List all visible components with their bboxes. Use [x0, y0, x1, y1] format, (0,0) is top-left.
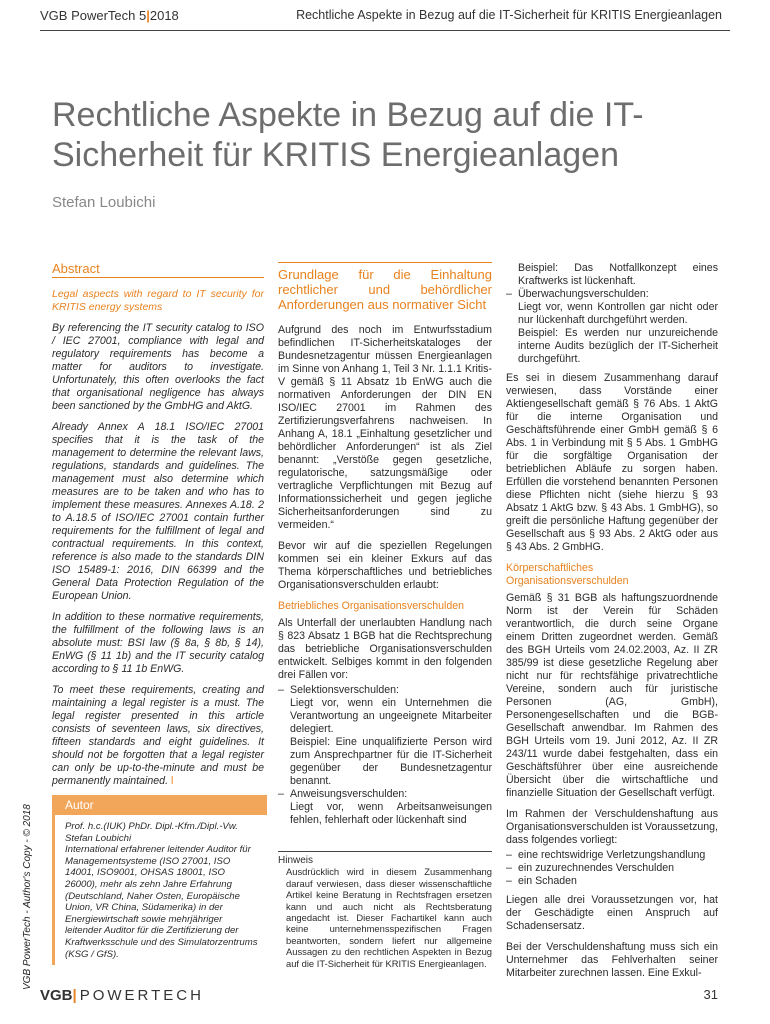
author-bio: International erfahrener leitender Auditor für Managementsysteme (ISO 27001, ISO 14001, ISO9001, OHSAS 18001, ISO 26000), mehr als zehn Jahre Erfahrung (Deutschland, Naher Osten, Europäische Union, VR China, Südamerika) in der Energiewirtschaft sowie mehrjähriger leitender Auditor für die Zertifizierung der Kraftwerksschule und des Simulatorzentrums (KSG / GfS).: [65, 844, 258, 960]
list-item-example: Beispiel: Das Notfallkonzept eines Kraftwerks ist lückenhaft.: [518, 262, 718, 287]
author-box-heading: Autor: [55, 795, 267, 815]
list-item-label: Anweisungsverschulden:: [290, 788, 408, 800]
journal-year: 2018: [149, 8, 179, 23]
section-heading: Grundlage für die Einhaltung rechtlicher und behördlicher Anforderungen aus normativer Sicht: [278, 262, 492, 312]
end-mark: l: [170, 775, 174, 787]
negligence-list: [278, 684, 492, 827]
list-item: – ein Schaden: [506, 875, 718, 888]
body-paragraph: Als Unterfall der unerlaubten Handlung nach § 823 Absatz 1 BGB hat die Rechtsprechung das betriebliche Organisationsverschulden entwickelt. Selbiges kommt in den folgenden drei Fällen vor:: [278, 617, 492, 681]
abstract-heading: Abstract: [52, 262, 264, 278]
abstract-subtitle: Legal aspects with regard to IT security for KRITIS energy systems: [52, 288, 264, 313]
subsection-heading: Betriebliches Organisationsverschulden: [278, 600, 465, 612]
list-item: – ein zuzurechnendes Verschulden: [506, 862, 718, 875]
body-paragraph: Bei der Verschuldenshaftung muss sich ein Unternehmer das Fehlverhalten seiner Mitarbeiter zurechnen lassen. Eine Exkul-: [506, 941, 718, 979]
author-box-body: [55, 815, 267, 966]
author-box: [52, 795, 267, 965]
publisher-logo: [40, 987, 204, 1004]
body-paragraph: Bevor wir auf die speziellen Regelungen kommen sei ein kleiner Exkurs auf das Thema körperschaftliches und betriebliches Organisationsverschulden erlaubt:: [278, 540, 492, 591]
list-item: [506, 288, 718, 366]
body-paragraph: Es sei in diesem Zusammenhang darauf verwiesen, dass Vorstände einer Aktiengesellschaft gemäß § 76 Abs. 1 AktG für die interne Organisation und Geschäftsführende einer GmbH gemäß § 6 Abs. 1 in Verbindung mit § 5 Abs. 1 GmbHG für die sorgfältige Organisation der betrieblichen Abläufe zu sorgen haben. Erfüllen die vorstehend benannten Personen diese Pflichten nicht (siehe hierzu § 93 Absatz 1 AktG bzw. § 43 Abs. 1 GmbHG), so greift die persönliche Haftung gegenüber der Gesellschaft aus § 93 Abs. 2 AktG oder aus § 43 Abs. 2 GmbHG.: [506, 372, 718, 553]
body-column-3: [506, 262, 718, 988]
list-item: – eine rechtswidrige Verletzungshandlung: [506, 849, 718, 862]
list-item: [278, 788, 492, 827]
body-paragraph: Aufgrund des noch im Entwurfsstadium befindlichen IT-Sicherheitskataloges der Bundesnetzagentur müssen Energieanlagen im Sinne von Anhang 1, Teil 3 Nr. 1.1.1 Kritis-V gemäß § 11 Absatz 1b EnWG auch die normativen Anforderungen der DIN EN ISO/IEC 27001 im Rahmen des Zertifizierungsverfahrens nachweisen. In Anhang A, 18.1 „Einhaltung gesetzlicher und behördlicher Anforderungen“ ist als Ziel benannt: „Verstöße gegen gesetzliche, regulatorische, satzungsmäßige oder vertragliche Verpflichtungen mit Bezug auf Informationssicherheit und gegen jegliche Sicherheitsanforderungen sind zu vermeiden.“: [278, 324, 492, 531]
running-title: Rechtliche Aspekte in Bezug auf die IT-Sicherheit für KRITIS Energieanlagen: [296, 8, 722, 22]
body-column-2: [278, 262, 492, 833]
abstract-paragraph: [52, 684, 264, 788]
note-text: Ausdrücklich wird in diesem Zusammenhang darauf verwiesen, dass dieser wissenschaftliche Artikel keine Beratung in Rechtsfragen ersetzen kann und auch nicht als Rechtsberatung angedacht ist. Dieser Fachartikel kann auch keine unternehmensspezifischen Fragen beantworten, sondern liefert nur allgemeine Aussagen zu den rechtlichen Aspekten in Bezug auf die IT-Sicherheit für KRITIS Energieanlagen.: [286, 866, 492, 969]
abstract-last-text: To meet these requirements, creating and maintaining a legal register is a must. The legal register presented in this article consists of seventeen laws, six directives, fifteen standards and eight guidelines. It should not be forgotten that a legal register can only be up-to-the-minute and must be permanently maintained.: [52, 684, 264, 787]
list-item: [278, 684, 492, 788]
negligence-list-cont: [506, 288, 718, 366]
abstract-paragraph: In addition to these normative requirements, the fulfillment of the following laws is an absolute must: BSI law (§ 8a, § 8b, § 14), EnWG (§ 11 1b) and the IT security catalog according to § 11 1b EnWG.: [52, 611, 264, 675]
note-box: [278, 851, 492, 969]
list-item-text: Liegt vor, wenn Kontrollen gar nicht oder nur lückenhaft durchgeführt werden.: [518, 301, 718, 326]
logo-text: POWERTECH: [79, 987, 204, 1004]
header-separator: |: [146, 8, 150, 23]
body-paragraph: Liegen alle drei Voraussetzungen vor, hat der Geschädigte einen Anspruch auf Schadensersatz.: [506, 894, 718, 932]
requirements-list: [506, 849, 718, 888]
body-paragraph: Im Rahmen der Verschuldenshaftung aus Organisationsverschulden ist Voraussetzung, dass folgendes vorliegt:: [506, 808, 718, 846]
list-item-example: Beispiel: Es werden nur unzureichende interne Audits bezüglich der IT-Sicherheit durchgeführt.: [518, 327, 718, 365]
page-header: [0, 0, 770, 40]
abstract-paragraph: Already Annex A 18.1 ISO/IEC 27001 specifies that it is the task of the management to determine the relevant laws, regulations, standards and guidelines. The management must also determine which measures are to be taken and who has to implement these measures. Annexes A.18. 2 to A.18.5 of ISO/IEC 27001 contain further requirements for the fulfillment of legal and contractual requirements. In this context, reference is also made to the standards DIN ISO 15489-1: 2016, DIN 66399 and the General Data Protection Regulation of the European Union.: [52, 421, 264, 602]
list-item-text: Liegt vor, wenn Arbeitsanweisungen fehlen, fehlerhaft oder lückenhaft sind: [290, 801, 492, 826]
header-rule: [40, 30, 730, 31]
list-item-label: Selektionsverschulden:: [290, 684, 399, 696]
subsection-heading: Körperschaftliches Organisationsverschulden: [506, 562, 629, 587]
abstract-column: [52, 262, 264, 796]
list-item-label: Überwachungsverschulden:: [518, 288, 649, 300]
article-author: Stefan Loubichi: [52, 194, 156, 211]
abstract-paragraph: By referencing the IT security catalog to ISO / IEC 27001, compliance with legal and regulatory requirements has become a matter for auditors to investigate. Unfortunately, this often overlooks the fact that organisational negligence has always been sanctioned by the GmbHG and AktG.: [52, 322, 264, 412]
list-item-example: Beispiel: Eine unqualifizierte Person wird zum Ansprechpartner für die IT-Sicherheit gegenüber der Bundesnetzagentur benannt.: [290, 736, 492, 787]
journal-issue: [40, 8, 179, 23]
page-number: 31: [703, 987, 718, 1002]
copyright-notice: VGB PowerTech - Author's Copy - © 2018: [22, 804, 33, 990]
logo-vgb: VGB: [40, 987, 73, 1004]
body-paragraph: Gemäß § 31 BGB als haftungszuordnende Norm ist der Verein für Schäden verantwortlich, die durch seine Organe einem Dritten zugeordnet werden. Gemäß des BGH Urteils vom 24.02.2003, Az. II ZR 385/99 ist diese gesetzliche Regelung aber nicht nur für rechtsfähige privatrechtliche Vereine, sondern auch für juristische Personen (AG, GmbH), Personengesellschaften und die BGB-Gesellschaft anwendbar. Im Rahmen des BGH Urteils vom 19. Juni 2012, Az. II ZR 243/11 wurde dabei festgehalten, dass ein Geschäftsführer über eine ausreichende Übersicht über die wirtschaftliche und finanzielle Situation der Gesellschaft verfügt.: [506, 592, 718, 799]
note-heading: Hinweis: [278, 851, 492, 866]
logo-separator: |: [72, 987, 80, 1004]
list-item-text: Liegt vor, wenn ein Unternehmen die Verantwortung an ungeeignete Mitarbeiter delegiert.: [290, 697, 492, 735]
author-credentials: Prof. h.c.(IUK) PhDr. Dipl.-Kfm./Dipl.-Vw. Stefan Loubichi: [65, 821, 238, 844]
article-title: Rechtliche Aspekte in Bezug auf die IT-Sicherheit für KRITIS Energieanlagen: [52, 95, 644, 174]
journal-name: VGB PowerTech 5: [40, 8, 147, 23]
